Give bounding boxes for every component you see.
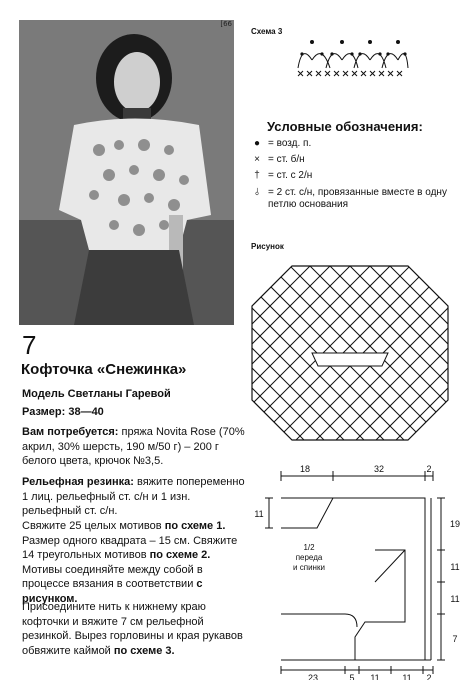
dim-top-0: 18 xyxy=(299,464,311,474)
rib-text: вяжите попеременно 1 лиц. рельефный ст. с/н и 1 изн. рельефный ст. с/н. xyxy=(22,476,245,517)
scheme3-diagram xyxy=(292,38,410,84)
rib-paragraph xyxy=(22,475,248,519)
dot-icon: ● xyxy=(253,138,261,149)
instr-1d: по схеме 2. xyxy=(149,549,211,561)
dim-bottom-0: 23 xyxy=(307,673,319,680)
model-photo-image xyxy=(19,20,234,325)
legend-item xyxy=(251,187,461,215)
model-photo xyxy=(19,20,234,325)
dim-bottom-3: 11 xyxy=(402,673,412,680)
dim-bottom-4: 2 xyxy=(426,673,432,680)
photo-page-tag: [66 xyxy=(220,20,232,28)
dim-right-2: 11 xyxy=(450,594,460,604)
instr-1e: Мотивы соединяйте между собой в процессе вязания в соответствии xyxy=(22,563,203,590)
instr-1c: Размер одного квадрата – 15 см. Свяжите 14 треугольных мотивов xyxy=(22,534,238,561)
page-title: Кофточка «Снежинка» xyxy=(21,361,187,378)
instr-2a: Присоедините нить к нижнему краю кофточки и вяжите 7 см рельефной резинкой. Вырез горловины и края рукавов обвяжите каймой xyxy=(22,601,243,657)
double-stitch-icon: ⫰ xyxy=(254,187,260,198)
dim-top-1: 32 xyxy=(373,464,385,474)
instr-1a: Свяжите 25 целых мотивов xyxy=(22,520,165,532)
piece-label-line-2: переда xyxy=(295,553,323,562)
dim-right-0: 19 xyxy=(449,519,461,529)
piece-label-line-3: и спинки xyxy=(293,563,325,572)
dim-right-3: 7 xyxy=(452,634,458,644)
motif-layout-figure xyxy=(250,258,460,450)
piece-label-line-1: 1/2 xyxy=(303,543,315,552)
size-line: Размер: 38—40 xyxy=(22,406,104,418)
materials-text: пряжа Novita Rose (70% акрил, 30% шерсть, 190 м/50 г) – 200 г белого цвета, крючок №3,5. xyxy=(22,426,245,467)
dim-bottom-1: 5 xyxy=(349,673,355,680)
legend-item xyxy=(251,138,461,152)
instr-1b: по схеме 1. xyxy=(164,520,226,532)
author-line: Модель Светланы Гаревой xyxy=(22,388,171,400)
instructions-paragraph-2 xyxy=(22,600,248,658)
legend-item-text: = ст. б/н xyxy=(268,154,305,165)
materials-label: Вам потребуется: xyxy=(22,426,119,438)
instr-2b: по схеме 3. xyxy=(113,644,175,657)
legend-item-text: = ст. с 2/н xyxy=(268,170,313,181)
dim-right-1: 11 xyxy=(450,562,460,572)
instructions-paragraph-1 xyxy=(22,519,248,606)
scheme3-label: Схема 3 xyxy=(251,27,283,36)
pattern-schematic xyxy=(245,462,463,680)
materials-paragraph xyxy=(22,425,248,469)
legend-item-text: = 2 ст. с/н, провязанные вместе в одну петлю основания xyxy=(268,187,447,210)
legend-title: Условные обозначения: xyxy=(267,119,423,134)
instr-1f: с рисунком. xyxy=(22,578,203,605)
legend-item xyxy=(251,154,461,168)
dim-bottom-2: 11 xyxy=(370,673,380,680)
cross-icon: × xyxy=(254,154,260,165)
legend-item xyxy=(251,170,461,184)
dim-left-0: 11 xyxy=(254,509,264,519)
dagger-icon: † xyxy=(254,170,260,181)
legend-item-text: = возд. п. xyxy=(268,138,312,149)
model-number: 7 xyxy=(22,330,37,360)
figure-label: Рисунок xyxy=(251,242,284,251)
dim-top-2: 2 xyxy=(426,464,432,474)
rib-label: Рельефная резинка: xyxy=(22,476,134,488)
